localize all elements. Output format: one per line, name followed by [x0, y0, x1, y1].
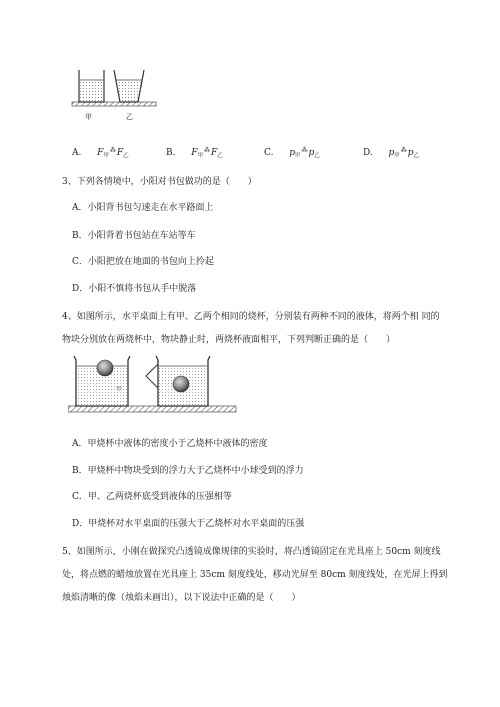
q3-option-b[interactable]: B．小阳背着书包站在车站等车 — [72, 231, 196, 241]
option-symbol: p — [388, 148, 395, 158]
q5-stem: 5、如图所示，小刚在做探究凸透镜成像规律的实验时，将凸透镜固定在光具座上 50cm 刻度线处，将点燃的蜡烛放置在光具座上 35cm 刻度线处，移动光屏至 80cm 刻度线处，在光屏上得到烛焰清晰的像（烛焰未画出），以下说法中正确的是（ ） — [62, 547, 448, 603]
q2-option-b[interactable] — [166, 145, 223, 162]
option-subscript: 甲 — [294, 153, 301, 159]
option-subscript: 甲 — [394, 153, 400, 159]
option-label: B. — [166, 148, 176, 158]
option-symbol: p — [289, 148, 295, 158]
q4-option-d[interactable]: D．甲烧杯对水平桌面的压强大于乙烧杯对水平桌面的压强 — [72, 519, 305, 529]
q4-option-c[interactable]: C．甲、乙两烧杯底受到液体的压强相等 — [72, 492, 232, 502]
option-label: C. — [264, 148, 274, 158]
option-symbol-2: F — [116, 148, 124, 158]
figure-label-left: 甲 — [85, 113, 92, 121]
q4-option-b[interactable]: B．甲烧杯中物块受到的浮力大于乙烧杯中小球受到的浮力 — [72, 466, 304, 476]
figure-label-right: 乙 — [126, 113, 133, 121]
option-symbol-2: p — [308, 148, 315, 158]
option-symbol: F — [191, 148, 198, 158]
option-subscript: 甲 — [197, 153, 203, 159]
figure-beakers-blocks — [68, 352, 238, 422]
q3-stem: 3、下列各情境中，小阳对书包做功的是（ ） — [62, 177, 257, 187]
option-subscript-2: 乙 — [314, 153, 320, 159]
option-relation-glyph: ⁂ — [301, 147, 308, 154]
q4-option-a[interactable]: A．甲烧杯中液体的密度小于乙烧杯中液体的密度 — [72, 439, 268, 449]
option-relation-glyph: ⁂ — [204, 147, 210, 154]
option-subscript-2: 乙 — [413, 153, 420, 159]
figure-beakers-small — [70, 66, 160, 128]
q2-option-d[interactable] — [363, 145, 419, 162]
figure-2-label: 甲 — [116, 386, 123, 393]
option-symbol-2: F — [211, 148, 218, 158]
q4-stem: 4、如图所示，水平桌面上有甲、乙两个相同的烧杯，分别装有两种不同的液体，将两个相 同的物块分别放在两烧杯中，物块静止时，两烧杯液面相平，下列判断正确的是（ ） — [62, 312, 440, 345]
q2-option-c[interactable] — [264, 145, 320, 162]
option-symbol: F — [97, 148, 104, 158]
option-label: A. — [72, 148, 82, 158]
q3-option-a[interactable]: A．小阳背书包匀速走在水平路面上 — [72, 203, 214, 213]
option-label: D. — [363, 148, 373, 158]
option-relation-glyph: ⁂ — [400, 147, 407, 154]
option-subscript: 甲 — [103, 153, 109, 159]
option-subscript-2: 乙 — [123, 153, 129, 159]
option-relation-glyph: ⁂ — [109, 147, 116, 154]
option-subscript-2: 乙 — [217, 153, 223, 159]
option-symbol-2: p — [407, 148, 414, 158]
q3-option-d[interactable]: D．小阳不慎将书包从手中脱落 — [72, 284, 197, 294]
q3-option-c[interactable]: C．小阳把放在地面的书包向上拎起 — [72, 257, 214, 267]
q2-option-a[interactable] — [72, 145, 129, 162]
